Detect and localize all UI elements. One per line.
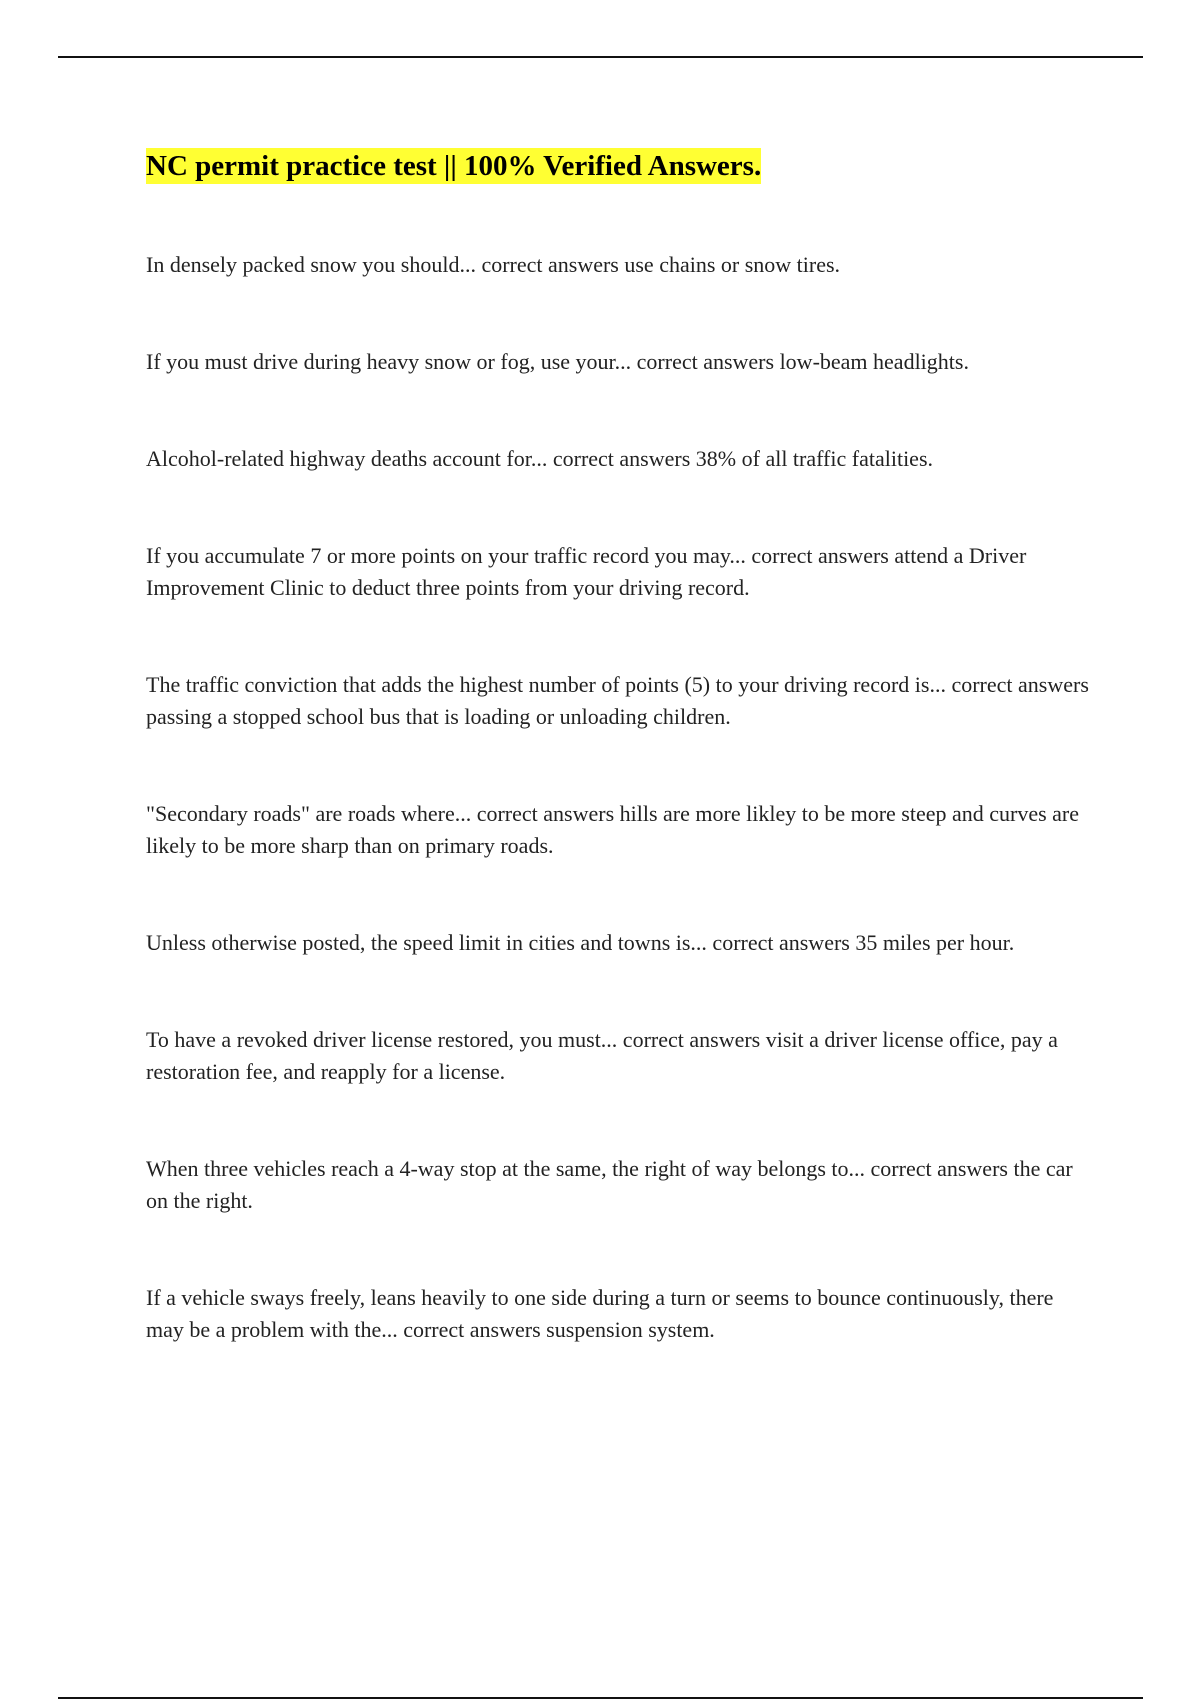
bottom-rule <box>58 1697 1143 1699</box>
qa-item: The traffic conviction that adds the highest number of points (5) to your driving record is... correct answers passing a stopped school bus that is loading or unloading children. <box>146 672 1089 729</box>
top-rule <box>58 56 1143 58</box>
qa-item: To have a revoked driver license restored, you must... correct answers visit a driver license office, pay a restoration fee, and reapply for a license. <box>146 1027 1058 1084</box>
document-title <box>146 148 1096 184</box>
title-highlight: NC permit practice test || 100% Verified Answers. <box>146 150 762 182</box>
qa-item: Alcohol-related highway deaths account for... correct answers 38% of all traffic fatalities. <box>146 446 934 471</box>
qa-item: Unless otherwise posted, the speed limit in cities and towns is... correct answers 35 miles per hour. <box>146 930 1015 955</box>
qa-item: If a vehicle sways freely, leans heavily to one side during a turn or seems to bounce continuously, there may be a problem with the... correct answers suspension system. <box>146 1285 1054 1342</box>
qa-item: If you accumulate 7 or more points on your traffic record you may... correct answers attend a Driver Improvement Clinic to deduct three points from your driving record. <box>146 543 1027 600</box>
document-body <box>146 148 1096 1346</box>
qa-item: If you must drive during heavy snow or fog, use your... correct answers low-beam headlights. <box>146 349 969 374</box>
qa-item: In densely packed snow you should... correct answers use chains or snow tires. <box>146 252 841 277</box>
qa-list <box>146 249 1096 1346</box>
qa-item: When three vehicles reach a 4-way stop at the same, the right of way belongs to... correct answers the car on the right. <box>146 1156 1073 1213</box>
qa-item: "Secondary roads" are roads where... correct answers hills are more likley to be more steep and curves are likely to be more sharp than on primary roads. <box>146 801 1080 858</box>
